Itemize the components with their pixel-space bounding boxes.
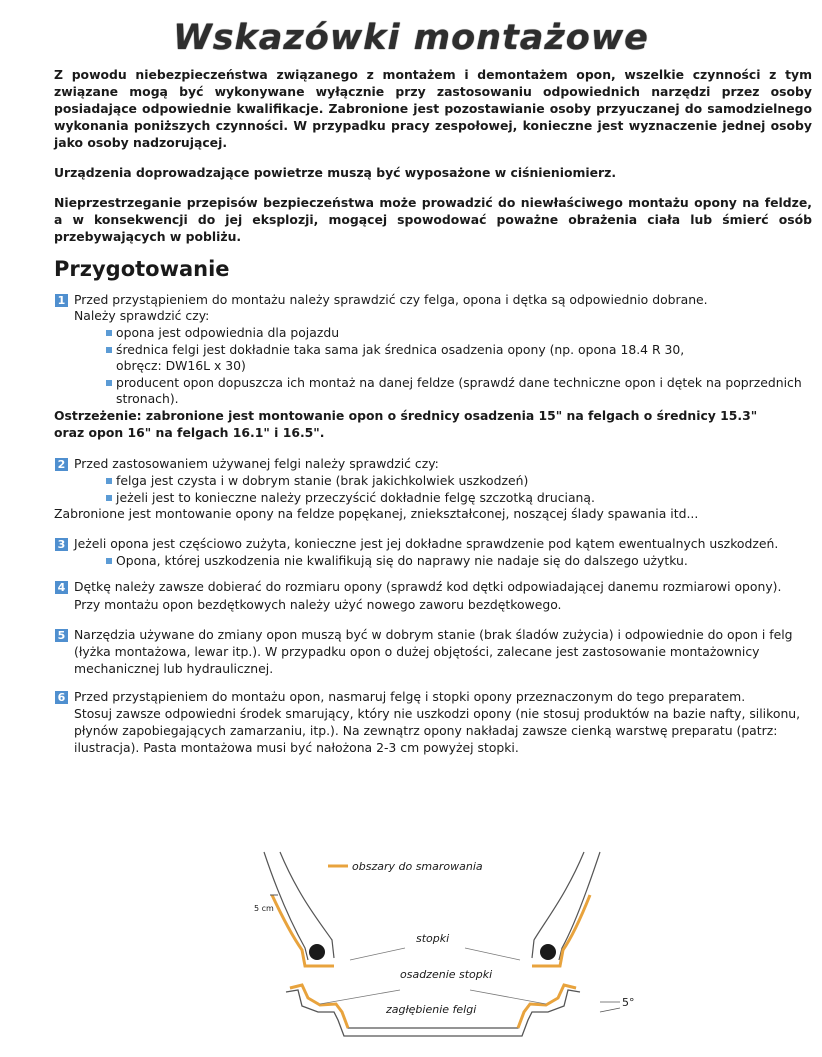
step-2-note: Zabronione jest montowanie opony na feldze popękanej, zniekształconej, noszącej ślady spawania itd... <box>54 506 699 521</box>
step-1-warning-line-2: oraz opon 16" na felgach 16.1" i 16.5". <box>54 425 325 440</box>
lubrication-illustration <box>250 840 650 1050</box>
step-1-bullet-3-cont: stronach). <box>116 391 179 406</box>
step-4-line-1: Dętkę należy zawsze dobierać do rozmiaru opony (sprawdź kod dętki odpowiadającej danemu rozmiarowi opony). <box>74 579 782 594</box>
step-number-1: 1 <box>55 294 68 307</box>
bullet-square-icon <box>106 495 112 501</box>
step-3-bullet-1 <box>106 553 688 569</box>
step-4-line-2: Przy montażu opon bezdętkowych należy użyć nowego zaworu bezdętkowego. <box>74 597 562 612</box>
bullet-text: opona jest odpowiednia dla pojazdu <box>116 325 340 340</box>
pointer-bead-right <box>465 948 520 960</box>
bead-label: stopki <box>416 932 450 945</box>
step-6-line-2: Stosuj zawsze odpowiedni środek smarujący, który nie uszkodzi opony (nie stosuj produktów na bazie nafty, silikonu, <box>74 706 801 721</box>
step-1-bullet-2 <box>106 342 684 358</box>
step-1-bullet-1 <box>106 325 339 341</box>
right-tire-inner <box>532 852 584 958</box>
step-1-warning-line-1: Ostrzeżenie: zabronione jest montowanie opon o średnicy osadzenia 15" na felgach o średnicy 15.3" <box>54 408 758 423</box>
bullet-square-icon <box>106 347 112 353</box>
pointer-seat-right <box>470 990 546 1004</box>
step-6-line-4: ilustracja). Pasta montażowa musi być nałożona 2-3 cm powyżej stopki. <box>74 740 519 755</box>
bullet-square-icon <box>106 380 112 386</box>
step-5-line-1: Narzędzia używane do zmiany opon muszą być w dobrym stanie (brak śladów zużycia) i odpowiednie do opon i felg <box>74 627 793 642</box>
bullet-text: felga jest czysta i w dobrym stanie (brak jakichkolwiek uszkodzeń) <box>116 473 529 488</box>
right-bead-core <box>540 944 556 960</box>
step-number-5: 5 <box>55 629 68 642</box>
step-1-bullet-2-cont: obręcz: DW16L x 30) <box>116 358 246 373</box>
step-1-line-1: Przed przystąpieniem do montażu należy sprawdzić czy felga, opona i dętka są odpowiednio dobrane. <box>74 292 708 307</box>
seat-label: osadzenie stopki <box>400 968 493 981</box>
step-5-line-3: mechanicznej lub hydraulicznej. <box>74 661 274 676</box>
bullet-square-icon <box>106 330 112 336</box>
left-bead-core <box>309 944 325 960</box>
intro-paragraph-warning: Nieprzestrzeganie przepisów bezpieczeństwa może prowadzić do niewłaściwego montażu opony na feldze, a w konsekwencji do jej eksplozji, mogącej spowodować poważne obrażenia ciała lub śmierć osób przebywających w pobliżu. <box>54 195 812 244</box>
step-6-line-1: Przed przystąpieniem do montażu opon, nasmaruj felgę i stopki opony przeznaczonym do tego preparatem. <box>74 689 746 704</box>
right-tire-outer <box>559 852 600 960</box>
bullet-square-icon <box>106 478 112 484</box>
bullet-text: producent opon dopuszcza ich montaż na danej feldze (sprawdź dane techniczne opon i dętek na poprzednich <box>116 375 802 390</box>
step-5-line-2: (łyżka montażowa, lewar itp.). W przypadku opon o dużej objętości, zalecane jest zastosowanie montażownicy <box>74 644 760 659</box>
bullet-text: średnica felgi jest dokładnie taka sama jak średnica osadzenia opony (np. opona 18.4 R 30, <box>116 342 685 357</box>
angle-label: 5° <box>622 996 635 1009</box>
bullet-text: Opona, której uszkodzenia nie kwalifikują się do naprawy nie nadaje się do dalszego użytku. <box>116 553 688 568</box>
section-title: Przygotowanie <box>54 257 230 281</box>
step-2-bullet-1 <box>106 473 528 489</box>
cm-label: 5 cm <box>254 904 274 913</box>
left-tire-inner <box>280 852 334 958</box>
step-6-line-3: płynów zapobiegających zamarzaniu, itp.). Na zewnątrz opony nakładaj zawsze cienką warstwę preparatu (patrz: <box>74 723 778 738</box>
step-number-4: 4 <box>55 581 68 594</box>
step-2-line-1: Przed zastosowaniem używanej felgi należy sprawdzić czy: <box>74 456 439 471</box>
page-title: Wskazówki montażowe <box>173 18 649 58</box>
step-1-bullet-3 <box>106 375 802 391</box>
step-number-3: 3 <box>55 538 68 551</box>
step-number-6: 6 <box>55 691 68 704</box>
step-3-line-1: Jeżeli opona jest częściowo zużyta, konieczne jest jej dokładne sprawdzenie pod kątem ewentualnych uszkodzeń. <box>74 536 779 551</box>
legend-label: obszary do smarowania <box>352 860 483 873</box>
intro-paragraph-pressure-gauge: Urządzenia doprowadzające powietrze muszą być wyposażone w ciśnieniomierz. <box>54 165 617 180</box>
angle-line-2 <box>600 1008 620 1012</box>
pointer-bead-left <box>350 948 405 960</box>
bullet-square-icon <box>106 558 112 564</box>
intro-paragraph-safety: Z powodu niebezpieczeństwa związanego z montażem i demontażem opon, wszelkie czynności z tym związane mogą być wykonywane wyłącznie przy zastosowaniu odpowiednich narzędzi przez osoby posiadające odpowiednie kwalifikacje. Zabronione jest pozostawianie osoby przyuczanej do samodzielnego wykonania poniższych czynności. W przypadku pracy zespołowej, konieczne jest wyznaczenie jednej osoby jako osoby nadzorującej. <box>54 67 812 150</box>
bullet-text: jeżeli jest to konieczne należy przeczyścić dokładnie felgę szczotką drucianą. <box>116 490 595 505</box>
pointer-seat-left <box>320 990 400 1004</box>
step-number-2: 2 <box>55 458 68 471</box>
drop-label: zagłębienie felgi <box>386 1003 477 1016</box>
step-2-bullet-2 <box>106 490 595 506</box>
step-1-line-2: Należy sprawdzić czy: <box>74 308 210 323</box>
